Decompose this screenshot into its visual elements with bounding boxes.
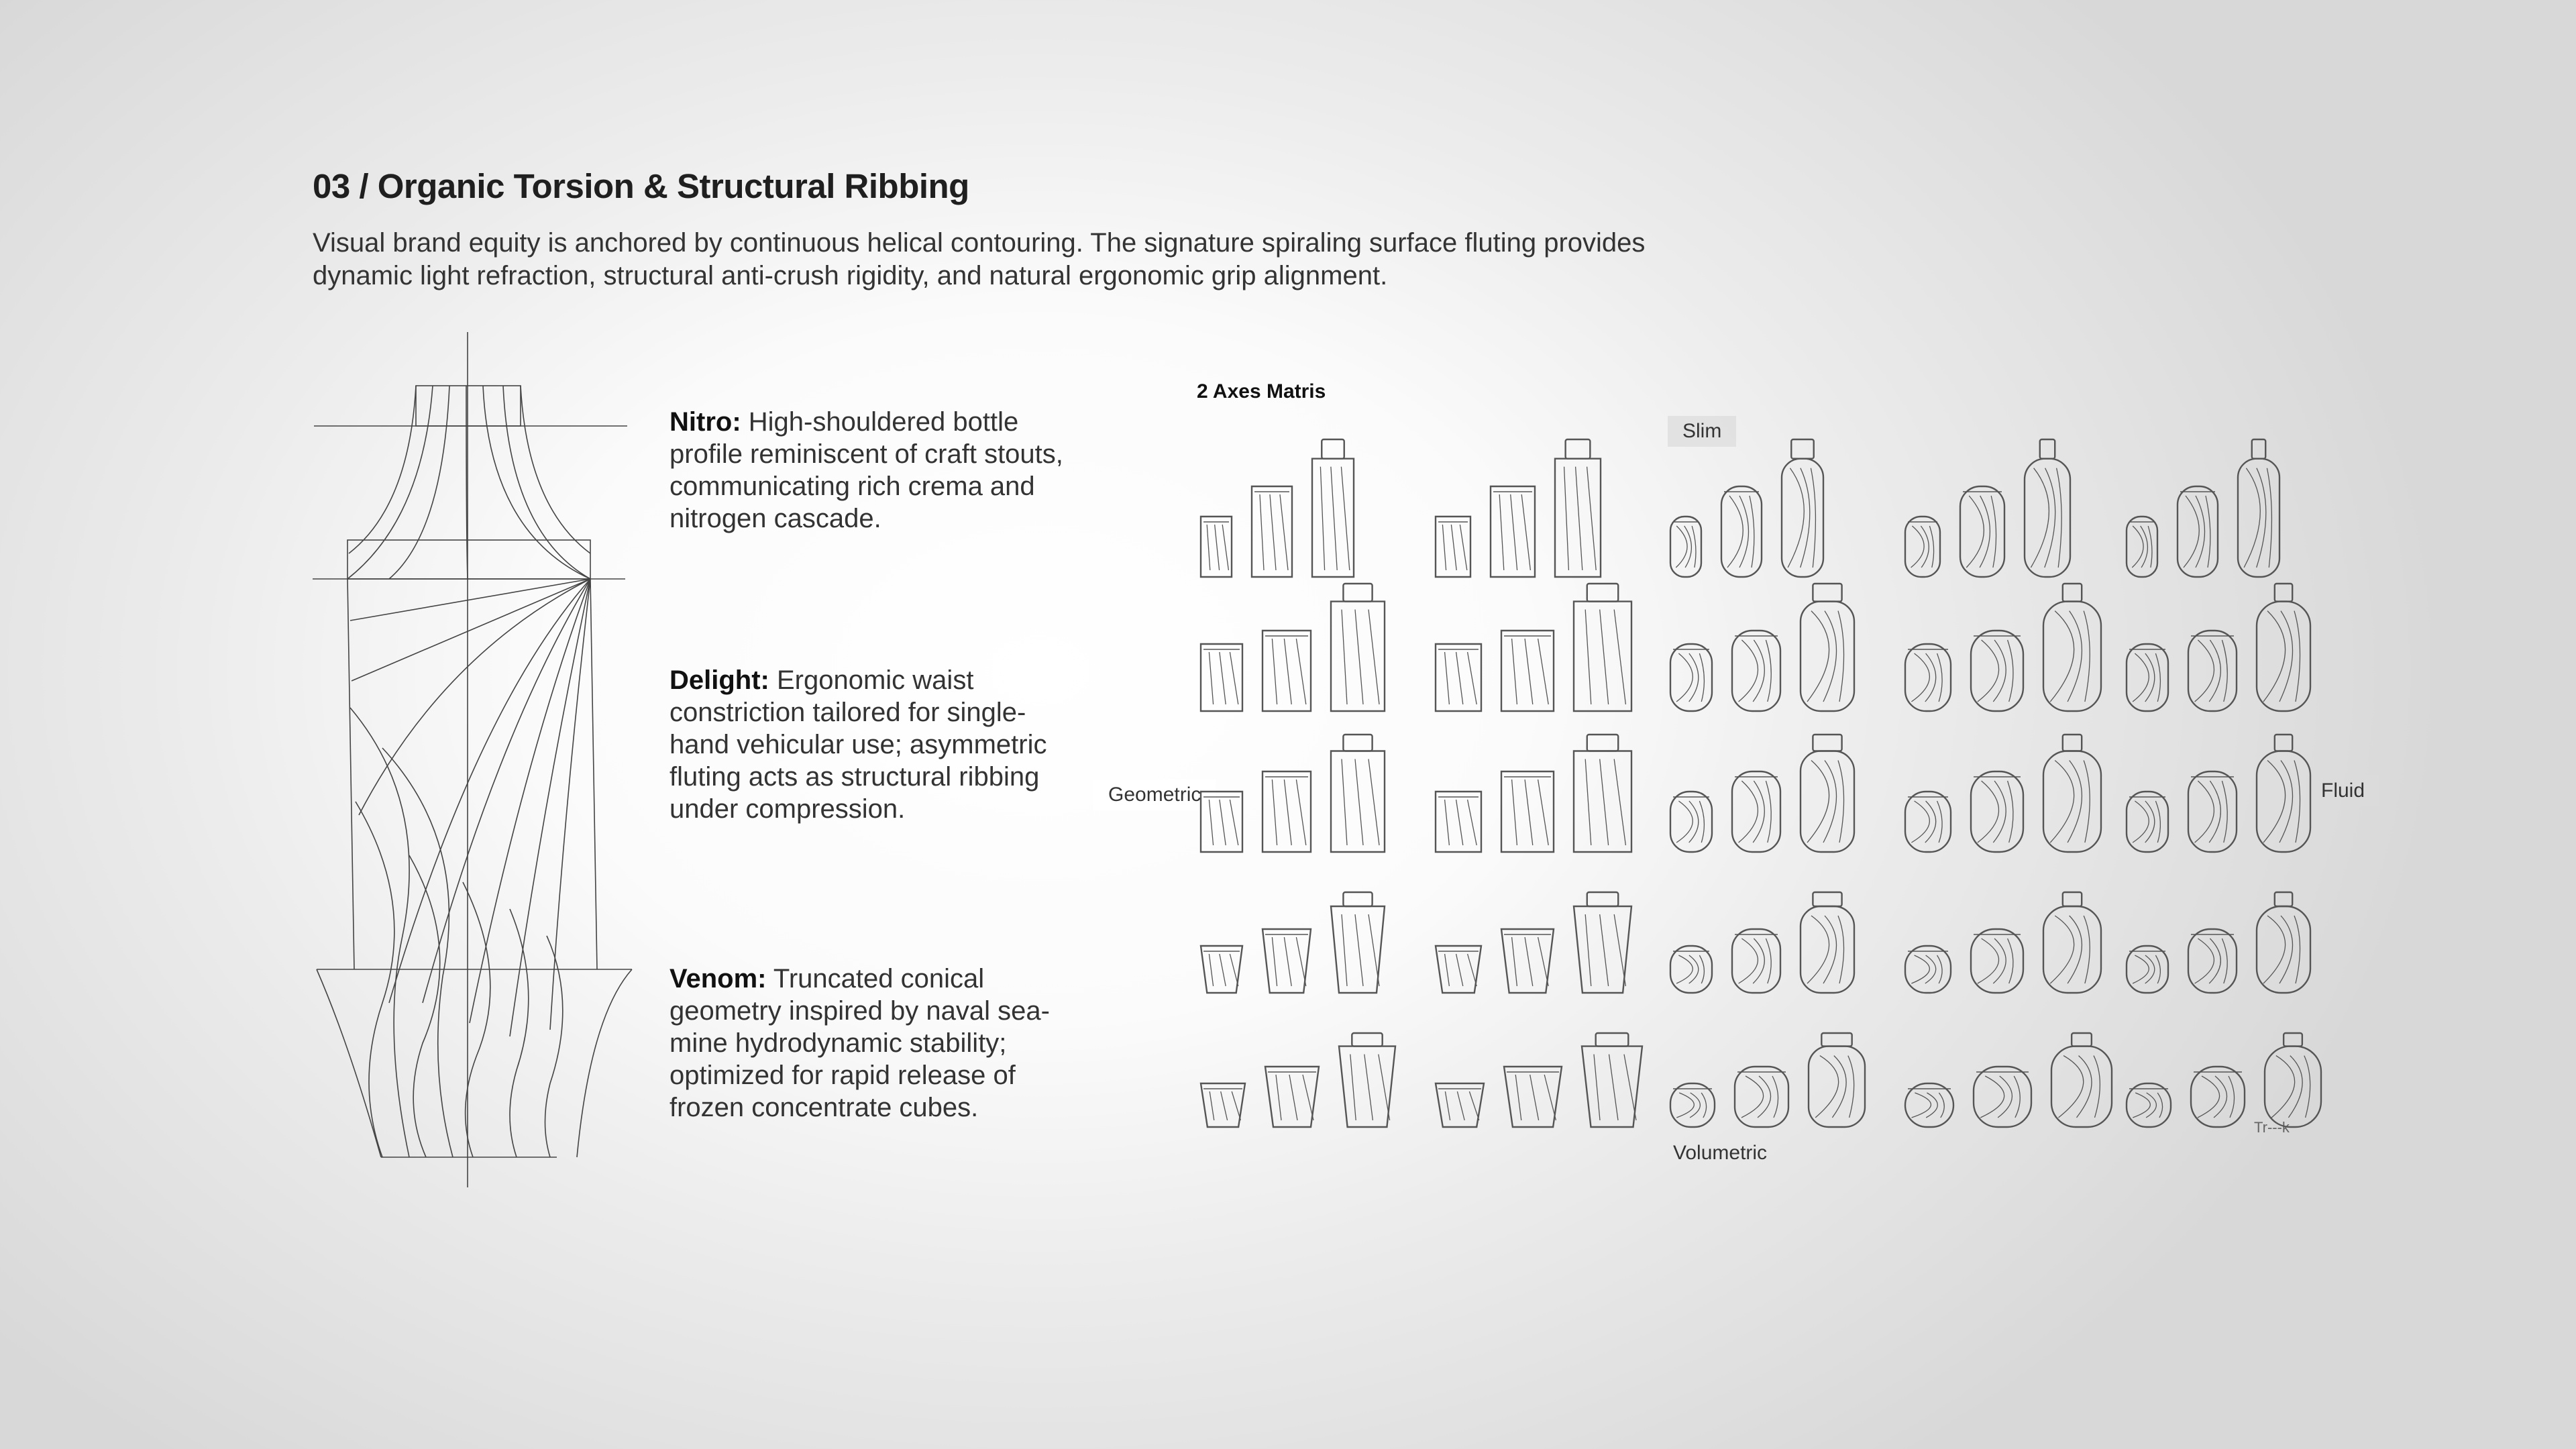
axis-label-volumetric: Volumetric xyxy=(1673,1142,1768,1164)
bottle-sketch xyxy=(2043,892,2101,993)
bottle-sketch xyxy=(2257,892,2310,993)
description-venom-name: Venom: xyxy=(669,964,767,994)
page-subtitle: Visual brand equity is anchored by continuous helical contouring. The signature spiraling surface fluting provides dynamic light refraction, structural anti-crush rigidity, and natural ergonomic grip alignment. xyxy=(313,228,1646,290)
axis-label-fluid: Fluid xyxy=(2306,775,2379,806)
bottle-construction-sketch xyxy=(309,332,657,1197)
bottle-sketch xyxy=(1801,584,1854,711)
bottle-sketch xyxy=(1905,792,1951,852)
bottle-sketch xyxy=(1905,644,1951,711)
bottle-sketch xyxy=(2188,771,2237,852)
bottle-sketch xyxy=(1732,631,1780,711)
bottle-sketch xyxy=(1905,1083,1953,1127)
corner-mark: Tr---k xyxy=(2254,1119,2290,1136)
bottle-sketch xyxy=(1782,439,1823,577)
axis-label-slim: Slim xyxy=(1668,416,1736,447)
bottle-sketch xyxy=(1670,946,1712,993)
axis-label-geometric: Geometric xyxy=(1093,780,1216,810)
bottle-sketch xyxy=(1501,631,1554,711)
bottle-sketch xyxy=(1574,892,1631,993)
bottle-sketch xyxy=(1960,486,2004,577)
bottle-sketch xyxy=(1801,892,1854,993)
bottle-sketch xyxy=(2257,735,2310,852)
bottle-sketch xyxy=(1905,517,1940,577)
bottle-sketch xyxy=(2178,486,2218,577)
bottle-sketch xyxy=(1201,644,1242,711)
bottle-sketch xyxy=(1670,1083,1715,1127)
bottle-sketch xyxy=(2043,735,2101,852)
bottle-sketch xyxy=(1971,631,2023,711)
bottle-sketch xyxy=(1732,771,1780,852)
description-nitro-text: High-shouldered bottle profile reminiscent of craft stouts, communicating rich crema and nitrogen cascade. xyxy=(669,407,1063,533)
bottle-sketch xyxy=(1582,1033,1642,1127)
description-delight xyxy=(669,664,1079,825)
bottle-sketch xyxy=(1436,517,1470,577)
description-nitro xyxy=(669,406,1079,535)
bottle-sketch xyxy=(1501,771,1554,852)
description-delight-name: Delight: xyxy=(669,665,769,695)
bottle-sketch xyxy=(2043,584,2101,711)
bottle-sketch xyxy=(1339,1033,1395,1127)
bottle-sketch xyxy=(1252,486,1292,577)
bottle-sketch xyxy=(1436,1083,1484,1127)
matrix-title: 2 Axes Matris xyxy=(1197,380,1326,402)
bottle-sketch xyxy=(2188,631,2237,711)
bottle-sketch xyxy=(2127,946,2168,993)
bottle-sketch xyxy=(1263,771,1311,852)
bottle-sketch xyxy=(1201,517,1232,577)
bottle-sketch xyxy=(1574,735,1631,852)
bottle-sketch xyxy=(1974,1067,2031,1127)
bottle-sketch xyxy=(1436,644,1481,711)
bottle-sketch xyxy=(1265,1067,1319,1127)
bottle-sketch xyxy=(2127,517,2157,577)
bottle-sketch xyxy=(1971,929,2023,993)
bottle-sketch xyxy=(1263,929,1311,993)
description-nitro-name: Nitro: xyxy=(669,407,741,437)
bottle-sketch xyxy=(2127,1083,2171,1127)
bottle-sketch xyxy=(2188,929,2237,993)
bottle-sketch xyxy=(1670,644,1712,711)
bottle-matrix-grid xyxy=(1194,423,2334,1134)
bottle-sketch xyxy=(2257,584,2310,711)
bottle-sketch xyxy=(2127,644,2168,711)
bottle-sketch xyxy=(1201,946,1242,993)
bottle-sketch xyxy=(1436,946,1481,993)
description-venom xyxy=(669,963,1079,1124)
page-title: 03 / Organic Torsion & Structural Ribbing xyxy=(313,167,969,205)
bottle-sketch xyxy=(1312,439,1354,577)
description-delight-text: Ergonomic waist constriction tailored for single-hand vehicular use; asymmetric fluting acts as structural ribbing under compression. xyxy=(669,665,1047,824)
bottle-sketch xyxy=(1670,792,1712,852)
bottle-sketch xyxy=(1670,517,1701,577)
bottle-sketch xyxy=(1721,486,1762,577)
bottle-sketch xyxy=(1809,1033,1865,1127)
bottle-sketch xyxy=(2191,1067,2245,1127)
bottle-sketch xyxy=(1801,735,1854,852)
bottle-sketch xyxy=(1331,735,1385,852)
bottle-sketch xyxy=(2051,1033,2112,1127)
bottle-sketch xyxy=(1555,439,1601,577)
bottle-sketch xyxy=(1263,631,1311,711)
bottle-sketch xyxy=(1905,946,1951,993)
bottle-sketch xyxy=(1971,771,2023,852)
bottle-sketch xyxy=(1491,486,1535,577)
bottle-sketch xyxy=(1201,792,1242,852)
bottle-sketch xyxy=(1735,1067,1788,1127)
bottle-sketch xyxy=(2127,792,2168,852)
bottle-sketch xyxy=(2265,1033,2321,1127)
bottle-sketch xyxy=(1331,584,1385,711)
bottle-sketch xyxy=(1501,929,1554,993)
bottle-sketch xyxy=(1436,792,1481,852)
bottle-sketch xyxy=(2238,439,2279,577)
bottle-sketch xyxy=(1504,1067,1562,1127)
bottle-sketch xyxy=(2025,439,2070,577)
bottle-sketch xyxy=(1574,584,1631,711)
bottle-sketch xyxy=(1732,929,1780,993)
description-venom-text: Truncated conical geometry inspired by naval sea-mine hydrodynamic stability; optimized for rapid release of frozen concentrate cubes. xyxy=(669,964,1050,1122)
bottle-sketch xyxy=(1331,892,1385,993)
bottle-sketch xyxy=(1201,1083,1245,1127)
